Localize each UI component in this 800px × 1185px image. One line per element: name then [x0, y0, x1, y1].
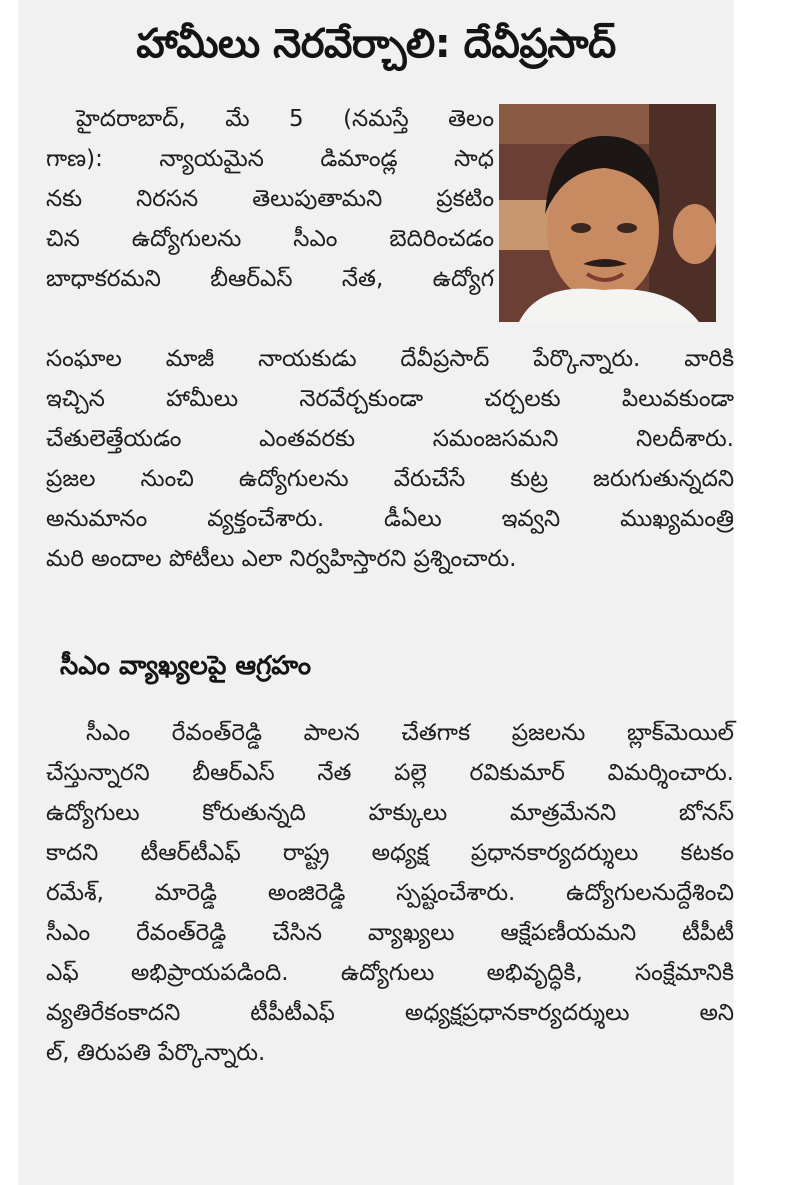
portrait-photo	[499, 104, 716, 322]
text-line: రమేశ్, మారెడ్డి అంజిరెడ్డి స్పష్టంచేశారు. ఉద్యోగులనుద్దేశించి	[46, 880, 734, 906]
text-line: మరి అందాల పోటీలు ఎలా నిర్వహిస్తారని ప్రశ్నించారు.	[46, 546, 517, 572]
subheading: సీఎం వ్యాఖ్యలపై ఆగ్రహం	[60, 651, 312, 681]
text-line: ఇచ్చిన హామీలు నెరవేర్చకుండా చర్చలకు పిలువకుండా	[46, 386, 734, 412]
text-line: గాణ): న్యాయమైన డిమాండ్ల సాధ	[46, 146, 494, 172]
text-line: నకు నిరసన తెలుపుతామని ప్రకటిం	[46, 186, 494, 212]
text-line: హైదరాబాద్, మే 5 (నమస్తే తెలం	[76, 106, 494, 132]
text-line: ప్రజల నుంచి ఉద్యోగులను వేరుచేసే కుట్ర జరుగుతున్నదని	[46, 466, 734, 492]
text-line: కాదని టీఆర్‌టీఎఫ్ రాష్ట్ర అధ్యక్ష ప్రధానకార్యదర్శులు కటకం	[46, 840, 734, 866]
text-line: ఉద్యోగులు కోరుతున్నది హక్కులు మాత్రమేనని బోనస్	[46, 800, 734, 826]
headline: హామీలు నెరవేర్చాలి: దేవీప్రసాద్	[136, 21, 616, 67]
text-line: చిన ఉద్యోగులను సీఎం బెదిరించడం	[46, 226, 494, 252]
text-line: సంఘాల మాజీ నాయకుడు దేవీప్రసాద్ పేర్కొన్నారు. వారికి	[46, 346, 734, 372]
text-line: చేస్తున్నారని బీఆర్ఎస్ నేత పల్లె రవికుమార్ విమర్శించారు.	[46, 760, 734, 786]
text-line: సీఎం రేవంత్‌రెడ్డి చేసిన వ్యాఖ్యలు ఆక్షేపణీయమని టీపీటీ	[46, 920, 734, 946]
text-line: అనుమానం వ్యక్తంచేశారు. డీఏలు ఇవ్వని ముఖ్యమంత్రి	[46, 506, 734, 532]
text-line: సీఎం రేవంత్‌రెడ్డి పాలన చేతగాక ప్రజలను బ్లాక్‌మెయిల్	[86, 720, 734, 746]
text-line: ల్, తిరుపతి పేర్కొన్నారు.	[46, 1040, 266, 1066]
text-line: బాధాకరమని బీఆర్ఎస్ నేత, ఉద్యోగ	[46, 266, 494, 292]
text-line: ఎఫ్ అభిప్రాయపడింది. ఉద్యోగులు అభివృద్ధికి, సంక్షేమానికి	[46, 960, 734, 986]
text-line: చేతులెత్తేయడం ఎంతవరకు సమంజసమని నిలదీశారు.	[46, 426, 734, 452]
portrait-image	[499, 104, 716, 322]
text-line: వ్యతిరేకంకాదని టీపీటీఎఫ్ అధ్యక్షప్రధానకార్యదర్శులు అని	[46, 1000, 734, 1026]
